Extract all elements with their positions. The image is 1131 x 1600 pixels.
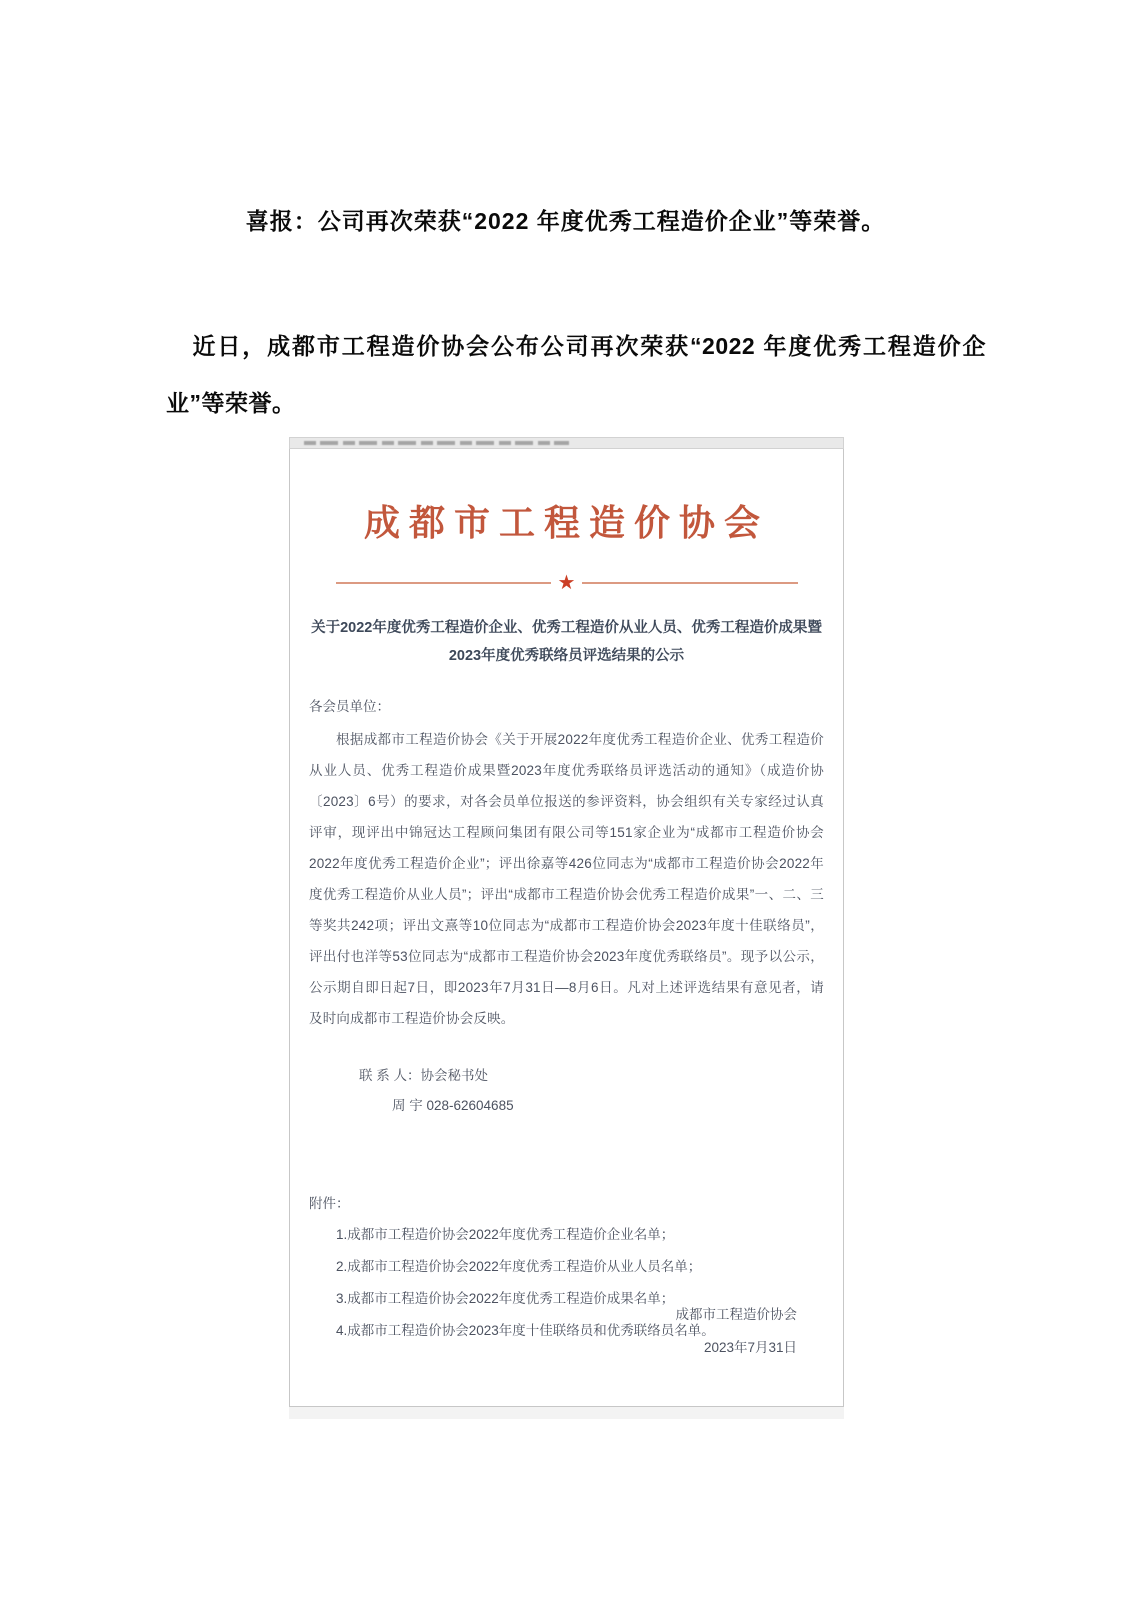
attachments-label: 附件： — [309, 1196, 350, 1211]
notice-title — [309, 614, 824, 670]
contact-phone: 周 宇 028-62604685 — [392, 1098, 514, 1113]
signature-block — [676, 1298, 798, 1364]
notice-screenshot-image — [288, 431, 845, 1421]
notice-page — [289, 449, 844, 1407]
attachment-item-1: 1.成都市工程造价协会2022年度优秀工程造价企业名单； — [336, 1227, 675, 1242]
attachment-item-3: 3.成都市工程造价协会2022年度优秀工程造价成果名单； — [336, 1291, 675, 1306]
screenshot-bottom-strip — [289, 1407, 844, 1419]
notice-body-paragraph: 根据成都市工程造价协会《关于开展2022年度优秀工程造价企业、优秀工程造价从业人员、优秀工程造价成果暨2023年度优秀联络员评选活动的通知》（成造价协〔2023〕6号）的要求，对各会员单位报送的参评资料，协会组织有关专家经过认真评审，现评出中锦冠达工程顾问集团有限公司等151家企业为“成都市工程造价协会2022年度优秀工程造价企业”；评出徐嘉等426位同志为“成都市工程造价协会2022年度优秀工程造价从业人员”；评出“成都市工程造价协会优秀工程造价成果”一、二、三等奖共242项；评出文熹等10位同志为“成都市工程造价协会2023年度十佳联络员”，评出付也洋等53位同志为“成都市工程造价协会2023年度优秀联络员”。现予以公示，公示期自即日起7日，即2023年7月31日—8月6日。凡对上述评选结果有意见者，请及时向成都市工程造价协会反映。 — [309, 732, 824, 1026]
signature-org: 成都市工程造价协会 — [675, 1307, 797, 1322]
contact-person: 联 系 人：协会秘书处 — [359, 1068, 489, 1083]
star-icon: ★ — [557, 572, 576, 594]
association-name-header: 成都市工程造价协会 — [363, 503, 769, 543]
browser-titlebar — [289, 437, 844, 449]
signature-date: 2023年7月31日 — [703, 1340, 797, 1355]
titlebar-blurred-text — [304, 441, 569, 445]
star-divider — [336, 573, 798, 593]
page-title: 喜报：公司再次荣获“2022 年度优秀工程造价企业”等荣誉。 — [245, 208, 886, 234]
contact-block — [309, 1061, 824, 1121]
notice-title-line1: 关于2022年度优秀工程造价企业、优秀工程造价从业人员、优秀工程造价成果暨 — [311, 620, 822, 636]
attachment-item-2: 2.成都市工程造价协会2022年度优秀工程造价从业人员名单； — [336, 1259, 702, 1274]
divider-line-left — [336, 582, 551, 584]
salutation: 各会员单位： — [309, 699, 390, 714]
notice-title-line2: 2023年度优秀联络员评选结果的公示 — [448, 648, 685, 664]
divider-line-right — [582, 582, 797, 584]
intro-paragraph: 近日，成都市工程造价协会公布公司再次荣获“2022 年度优秀工程造价企业”等荣誉。 — [166, 333, 986, 416]
attachment-item-4: 4.成都市工程造价协会2023年度十佳联络员和优秀联络员名单。 — [336, 1323, 715, 1338]
